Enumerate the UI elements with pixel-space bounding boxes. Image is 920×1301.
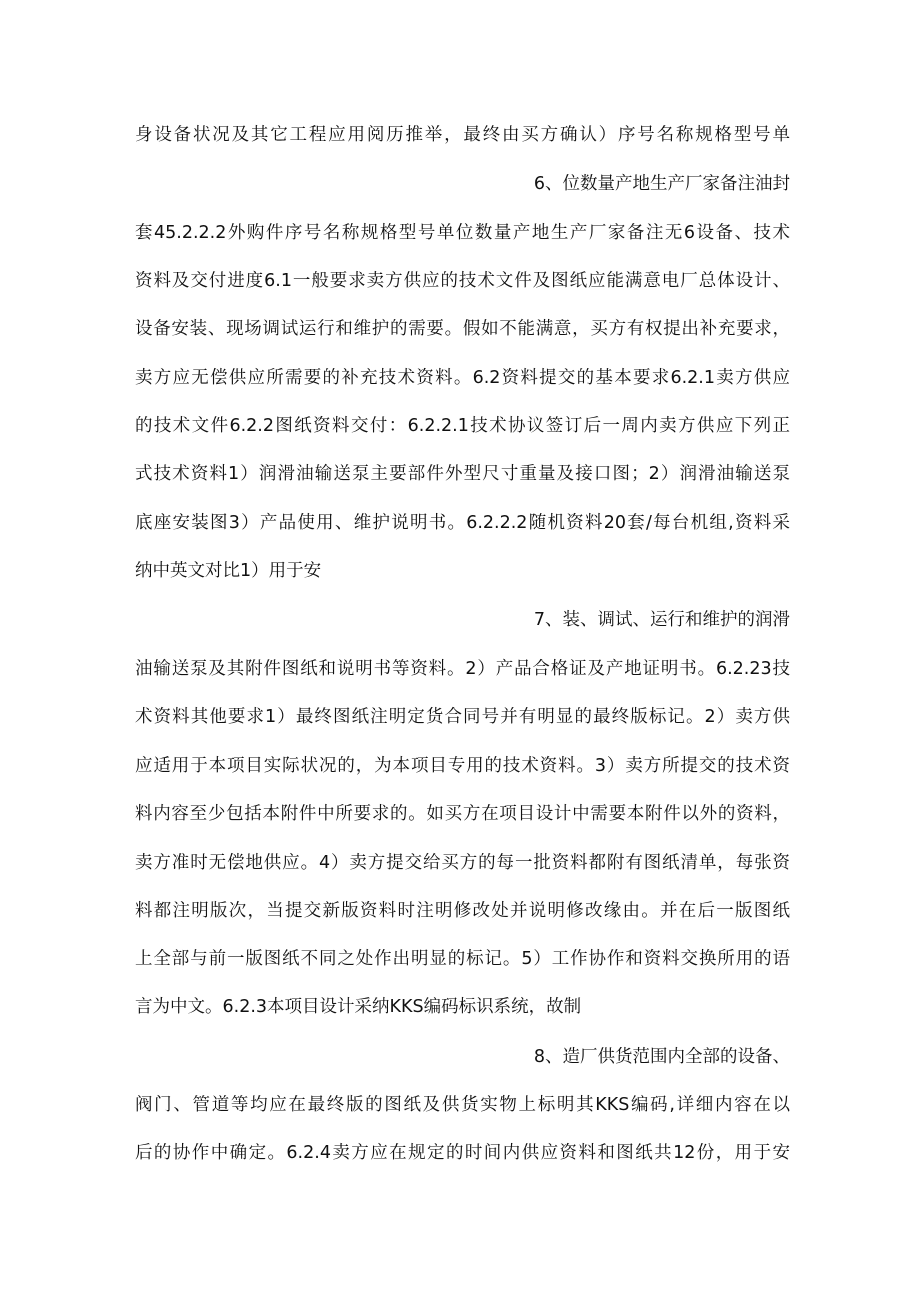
- section-8-heading-line: 8、造厂供货范围内全部的设备、: [533, 1047, 790, 1067]
- text-line-7: 的技术文件6.2.2图纸资料交付：6.2.2.1技术协议签订后一周内卖方供应下列正: [135, 416, 790, 436]
- text-line-16: 卖方准时无偿地供应。4）卖方提交给买方的每一批资料都附有图纸清单，每张资: [135, 853, 790, 873]
- section-7-heading-line: 7、装、调试、运行和维护的润滑: [533, 610, 790, 630]
- text-line-14: 应适用于本项目实际状况的，为本项目专用的技术资料。3）卖方所提交的技术资: [135, 756, 790, 776]
- text-line-3: 套45.2.2.2外购件序号名称规格型号单位数量产地生产厂家备注无6设备、技术: [135, 223, 790, 243]
- text-line-22: 后的协作中确定。6.2.4卖方应在规定的时间内供应资料和图纸共12份，用于安: [135, 1143, 790, 1163]
- text-line-19: 言为中文。6.2.3本项目设计采纳KKS编码标识系统，故制: [135, 997, 582, 1017]
- text-line-1: 身设备状况及其它工程应用阅历推举，最终由买方确认）序号名称规格型号单: [135, 125, 790, 145]
- text-line-17: 料都注明版次，当提交新版资料时注明修改处并说明修改缘由。并在后一版图纸: [135, 901, 790, 921]
- text-line-10: 纳中英文对比1）用于安: [135, 561, 322, 581]
- text-line-5: 设备安装、现场调试运行和维护的需要。假如不能满意，买方有权提出补充要求，: [135, 319, 790, 339]
- text-line-4: 资料及交付进度6.1一般要求卖方供应的技术文件及图纸应能满意电厂总体设计、: [135, 271, 790, 291]
- text-line-9: 底座安装图3）产品使用、维护说明书。6.2.2.2随机资料20套/每台机组,资料采: [135, 513, 790, 533]
- text-line-15: 料内容至少包括本附件中所要求的。如买方在项目设计中需要本附件以外的资料，: [135, 804, 790, 824]
- text-line-8: 式技术资料1）润滑油输送泵主要部件外型尺寸重量及接口图；2）润滑油输送泵: [135, 464, 790, 484]
- text-line-18: 上全部与前一版图纸不同之处作出明显的标记。5）工作协作和资料交换所用的语: [135, 949, 790, 969]
- text-line-13: 术资料其他要求1）最终图纸注明定货合同号并有明显的最终版标记。2）卖方供: [135, 707, 790, 727]
- text-line-6: 卖方应无偿供应所需要的补充技术资料。6.2资料提交的基本要求6.2.1卖方供应: [135, 368, 790, 388]
- section-6-heading-line: 6、位数量产地生产厂家备注油封: [533, 174, 790, 194]
- text-line-21: 阀门、管道等均应在最终版的图纸及供货实物上标明其KKS编码,详细内容在以: [135, 1095, 790, 1115]
- text-line-12: 油输送泵及其附件图纸和说明书等资料。2）产品合格证及产地证明书。6.2.23技: [135, 659, 790, 679]
